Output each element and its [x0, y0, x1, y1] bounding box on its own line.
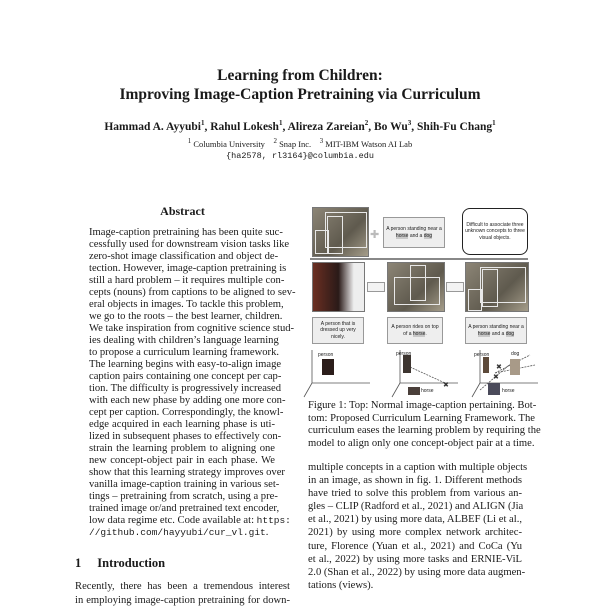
label-horse: horse — [502, 388, 515, 394]
label-horse: horse — [421, 388, 434, 394]
section-number: 1 — [75, 556, 82, 570]
horse-thumbnail — [408, 387, 420, 395]
text-line: cepts (nouns) from captions to be aligned to sev- — [89, 287, 296, 298]
section-heading-introduction — [75, 556, 181, 571]
text-line: tection. However, image-caption pretraining is — [89, 263, 287, 274]
affiliation: Snap Inc. — [279, 138, 312, 149]
text-line: et al., 2021) by using more data, ALBEF (Li et al., — [308, 514, 522, 526]
text-line: lized in subsequent phases to effectively con- — [89, 431, 282, 442]
text: low data regime etc. Code available at: — [89, 515, 255, 526]
text-line: curriculum eases the learning problem by requiring the — [308, 425, 541, 436]
concept-horse: horse — [477, 330, 491, 337]
caption-text: and a — [490, 330, 506, 337]
affiliation-mark: 1 — [278, 119, 283, 127]
concept-horse: horse — [412, 330, 426, 337]
speech-bubble: Difficult to associate three unknown concepts to three visual objects. — [462, 208, 528, 255]
text-line: have tried to solve this problem from various an- — [308, 488, 522, 500]
separator-line — [310, 258, 528, 260]
author-list: Hammad A. Ayyubi$^1$, Rahul Lokesh$^1$, Alireza Zareian$^2$, Bo Wu$^3$, Shih-Fu Chang$^1$ — [104, 119, 496, 133]
caption-text: A person that is dressed up very nicely. — [320, 320, 356, 340]
text-line: gles – CLIP (Radford et al., 2021) and ALIGN (Jia — [308, 501, 524, 513]
text-line: et al., 2022) by using more tasks and ERNIE-ViL — [308, 553, 522, 565]
cross-icon: ✖ — [493, 373, 499, 381]
text-line: still a hard problem – it requires multiple con- — [89, 275, 285, 286]
text-line: eral objects in images. To tackle this problem, — [89, 299, 284, 310]
figure-image-person — [312, 262, 365, 312]
caption-text: A person rides on top of a — [391, 324, 439, 337]
section-title: Introduction — [97, 556, 166, 570]
text-line: ture, Florence (Yuan et al., 2021) and CoCa (Yu — [308, 540, 522, 552]
text-line: 2.0 (Shan et al., 2022) by using more data augmen- — [308, 566, 526, 578]
text-line: tings – pretraining from scratch, using a pre- — [89, 491, 278, 502]
figure-image-person-horse-dog — [312, 207, 369, 257]
author: Shih-Fu Chang — [417, 120, 493, 133]
text-line — [89, 515, 291, 527]
top-caption-box — [383, 217, 445, 248]
text-line: in an image, as shown in fig. 1. Different methods — [308, 475, 522, 487]
dog-thumbnail — [510, 359, 520, 375]
caption-text: A person standing near a — [386, 226, 442, 232]
text-line: cessfully used for downstream vision tasks like — [89, 239, 290, 250]
affiliation-mark: 2 — [364, 119, 369, 127]
caption-text: and a — [408, 232, 424, 239]
affiliation: MIT-IBM Watson AI Lab — [325, 138, 413, 149]
plus-icon: ✚ — [370, 229, 380, 241]
text-line: caption pairs containing one concept per cap- — [89, 371, 282, 382]
text-line: Image-caption pretraining has been quite suc- — [89, 227, 283, 238]
text-line: with each new phase by adding one more con- — [89, 395, 286, 406]
affiliation-mark: 3 — [407, 119, 412, 127]
text-line: show that this learning strategy improves over — [89, 467, 285, 478]
phase2-caption-box — [387, 317, 443, 344]
affiliation-num: 3 — [319, 137, 324, 145]
text-line: multiple concepts in a caption with multiple objects — [308, 462, 528, 473]
concept-horse: horse — [395, 232, 409, 239]
text-line: Recently, there has been a tremendous interest — [75, 581, 290, 592]
label-person: person — [474, 352, 490, 358]
abstract-heading: Abstract — [160, 204, 205, 218]
text-line: model to align only one concept-object pair at a time. — [308, 437, 535, 449]
text-line: edge acquired in each learning phase is uti- — [89, 419, 275, 430]
cross-icon: ✖ — [496, 363, 502, 371]
text-line: tion. The difficulty is progressively increased — [89, 383, 282, 394]
label-person: person — [396, 351, 412, 357]
label-person: person — [318, 352, 334, 358]
text-line: tom: Proposed Curriculum Learning Framework. The — [308, 412, 535, 424]
figure-image-person-horse — [387, 262, 445, 312]
text-line: strain the learning problem to aligning one — [89, 443, 275, 454]
code-url[interactable]: //github.com/hayyubi/cur_vl.git — [89, 527, 266, 538]
affiliation-num: 2 — [273, 137, 277, 145]
arrow-right-icon — [367, 282, 385, 292]
phase1-caption-box — [312, 317, 364, 344]
text-line: 2021) by using more complex network architec- — [308, 527, 522, 539]
paper-title-line1: Learning from Children: — [217, 67, 383, 84]
cross-icon: ✖ — [443, 381, 449, 389]
punct: . — [265, 527, 269, 538]
caption-text: A person standing near a — [468, 324, 524, 330]
text-line: Figure 1: Top: Normal image-caption pertaining. Bot- — [308, 400, 537, 411]
horse-thumbnail — [488, 383, 500, 395]
text-line: trained image or/and pretrained text encoder, — [89, 503, 280, 514]
author: Alireza Zareian — [287, 120, 365, 133]
concept-dog: dog — [423, 232, 433, 239]
author: Rahul Lokesh — [210, 120, 279, 133]
caption-text: . — [425, 330, 427, 337]
introduction-body — [75, 580, 290, 608]
contact-email: {ha2578, rl3164}@columbia.edu — [226, 151, 374, 161]
arrow-right-icon — [446, 282, 464, 292]
text-line: ies dealing with children’s language learning — [89, 335, 279, 346]
text-line: we go to the roots – the best learner, children. — [89, 311, 283, 322]
person-thumbnail — [483, 357, 489, 373]
author: Bo Wu — [374, 120, 408, 133]
affiliation-mark: 1 — [200, 119, 205, 127]
text-line: new concept-object pair in each phase. We — [89, 455, 275, 466]
text-line: The learning begins with easy-to-align image — [89, 359, 282, 370]
affiliation-mark: 1 — [492, 119, 496, 127]
text-line: cept per caption. Correspondingly, the knowl- — [89, 407, 284, 418]
text-line: in employing image-caption pretraining for down- — [75, 595, 290, 606]
right-column-body — [308, 461, 528, 592]
person-thumbnail — [322, 359, 334, 375]
text-line: We take inspiration from cognitive science stud- — [89, 323, 295, 334]
text-line: zero-shot image classification and object de- — [89, 251, 279, 262]
affiliation: Columbia University — [193, 138, 265, 149]
text-line: tations (views). — [308, 579, 374, 591]
paper-title-line2: Improving Image-Caption Pretraining via Curriculum — [119, 86, 481, 103]
person-thumbnail — [403, 355, 411, 373]
figure-caption — [308, 400, 541, 450]
text-line: vanilla image-caption training in various set- — [89, 479, 280, 490]
concept-dog: dog — [505, 330, 515, 337]
code-url[interactable]: https: — [256, 515, 291, 526]
author: Hammad A. Ayyubi — [104, 120, 201, 133]
abstract-code-link[interactable] — [89, 527, 275, 539]
phase3-caption-box — [465, 317, 527, 344]
text-line: to propose a curriculum learning framework. — [89, 347, 280, 358]
label-dog: dog — [511, 351, 520, 357]
figure-image-person-horse-dog-2 — [465, 262, 529, 312]
affiliation-num: 1 — [187, 137, 192, 145]
